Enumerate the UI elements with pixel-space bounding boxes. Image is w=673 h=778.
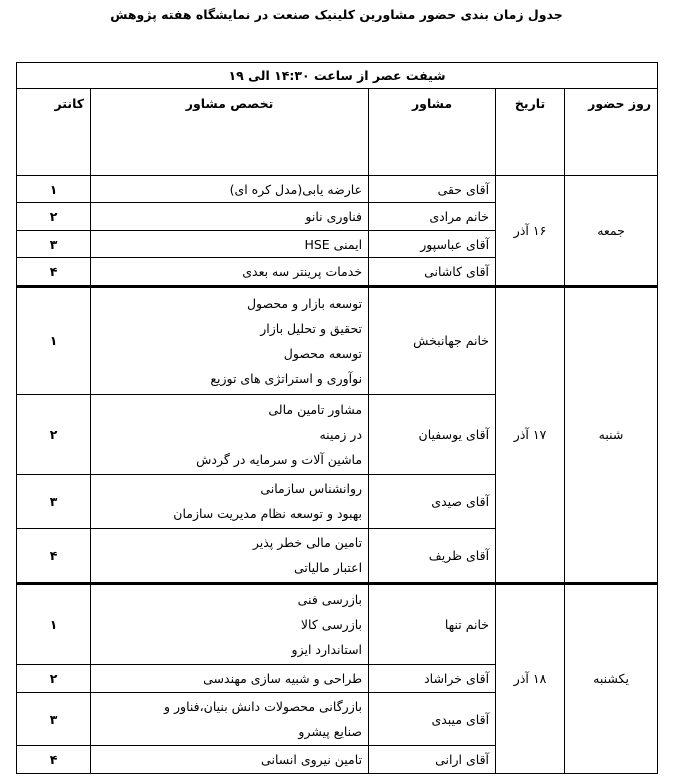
advisor-cell: آقای حقی [369,176,496,203]
advisor-cell: آقای صیدی [369,474,496,528]
counter-cell: ۲ [17,665,91,692]
advisor-cell: آقای کاشانی [369,258,496,287]
counter-cell: ۳ [17,230,91,257]
counter-cell: ۳ [17,474,91,528]
specialty-cell [91,394,369,474]
advisor-cell: خانم تنها [369,583,496,664]
advisor-cell: آقای عباسپور [369,230,496,257]
day-cell: یکشنبه [565,583,658,773]
date-cell: ۱۸ آذر [496,583,565,773]
specialty-cell [91,286,369,394]
specialty-line: بازرگانی محصولات دانش بنیان،فناور و [164,699,363,715]
specialty-cell [91,692,369,746]
schedule-body [17,176,658,774]
specialty-line: روانشناس سازمانی [260,481,363,497]
specialty-line: ماشین آلات و سرمایه در گردش [196,451,363,467]
shift-heading: شیفت عصر از ساعت ۱۴:۳۰ الی ۱۹ [17,63,658,89]
table-row [17,176,658,203]
advisor-cell: آقای ارانی [369,746,496,774]
specialty-line: طراحی و شبیه سازی مهندسی [203,670,363,686]
specialty-line: بازرسی فنی [297,591,363,607]
header-advisor: مشاور [369,89,496,176]
specialty-line: بازرسی کالا [300,616,363,632]
specialty-line: ایمنی HSE [304,236,363,252]
specialty-cell [91,203,369,230]
document-title: جدول زمان بندی حضور مشاورین کلینیک صنعت در نمایشگاه هفته پژوهش [110,7,563,22]
specialty-cell [91,474,369,528]
counter-cell: ۱ [17,583,91,664]
specialty-line: تامین مالی خطر پذیر [252,535,363,551]
advisor-cell: خانم مرادی [369,203,496,230]
specialty-cell [91,746,369,774]
date-cell: ۱۶ آذر [496,176,565,287]
specialty-line: اعتبار مالیاتی [293,560,363,576]
counter-cell: ۲ [17,394,91,474]
specialty-line: تامین نیروی انسانی [261,752,363,768]
specialty-line: نوآوری و استراتژی های توزیع [210,370,363,386]
advisor-cell: آقای یوسفیان [369,394,496,474]
counter-cell: ۱ [17,286,91,394]
day-cell: جمعه [565,176,658,287]
specialty-line: عارضه یابی(مدل کره ای) [229,181,363,197]
table-row [17,583,658,664]
specialty-line: توسعه بازار و محصول [246,295,363,311]
specialty-cell [91,176,369,203]
header-specialty: تخصص مشاور [91,89,369,176]
counter-cell: ۱ [17,176,91,203]
counter-cell: ۴ [17,746,91,774]
specialty-cell [91,258,369,287]
header-date: تاریخ [496,89,565,176]
specialty-line: مشاور تامین مالی [268,401,363,417]
header-counter: کانتر [17,89,91,176]
counter-cell: ۳ [17,692,91,746]
advisor-cell: خانم جهانبخش [369,286,496,394]
specialty-line: استاندارد ایزو [291,641,363,657]
specialty-line: در زمینه [319,426,363,442]
counter-cell: ۲ [17,203,91,230]
specialty-line: تحقیق و تحلیل بازار [260,320,363,336]
specialty-line: صنایع پیشرو [298,724,363,740]
counter-cell: ۴ [17,258,91,287]
specialty-line: خدمات پرینتر سه بعدی [242,264,363,280]
table-row [17,286,658,394]
specialty-cell [91,665,369,692]
specialty-line: توسعه محصول [283,345,363,361]
advisor-cell: آقای خراشاد [369,665,496,692]
specialty-cell [91,528,369,583]
header-day: روز حضور [565,89,658,176]
advisor-cell: آقای میبدی [369,692,496,746]
date-cell: ۱۷ آذر [496,286,565,583]
day-cell: شنبه [565,286,658,583]
specialty-line: بهبود و توسعه نظام مدیریت سازمان [173,506,363,522]
schedule-table [16,62,658,774]
counter-cell: ۴ [17,528,91,583]
specialty-cell [91,230,369,257]
specialty-line: فناوری نانو [305,209,363,225]
specialty-cell [91,583,369,664]
advisor-cell: آقای ظریف [369,528,496,583]
